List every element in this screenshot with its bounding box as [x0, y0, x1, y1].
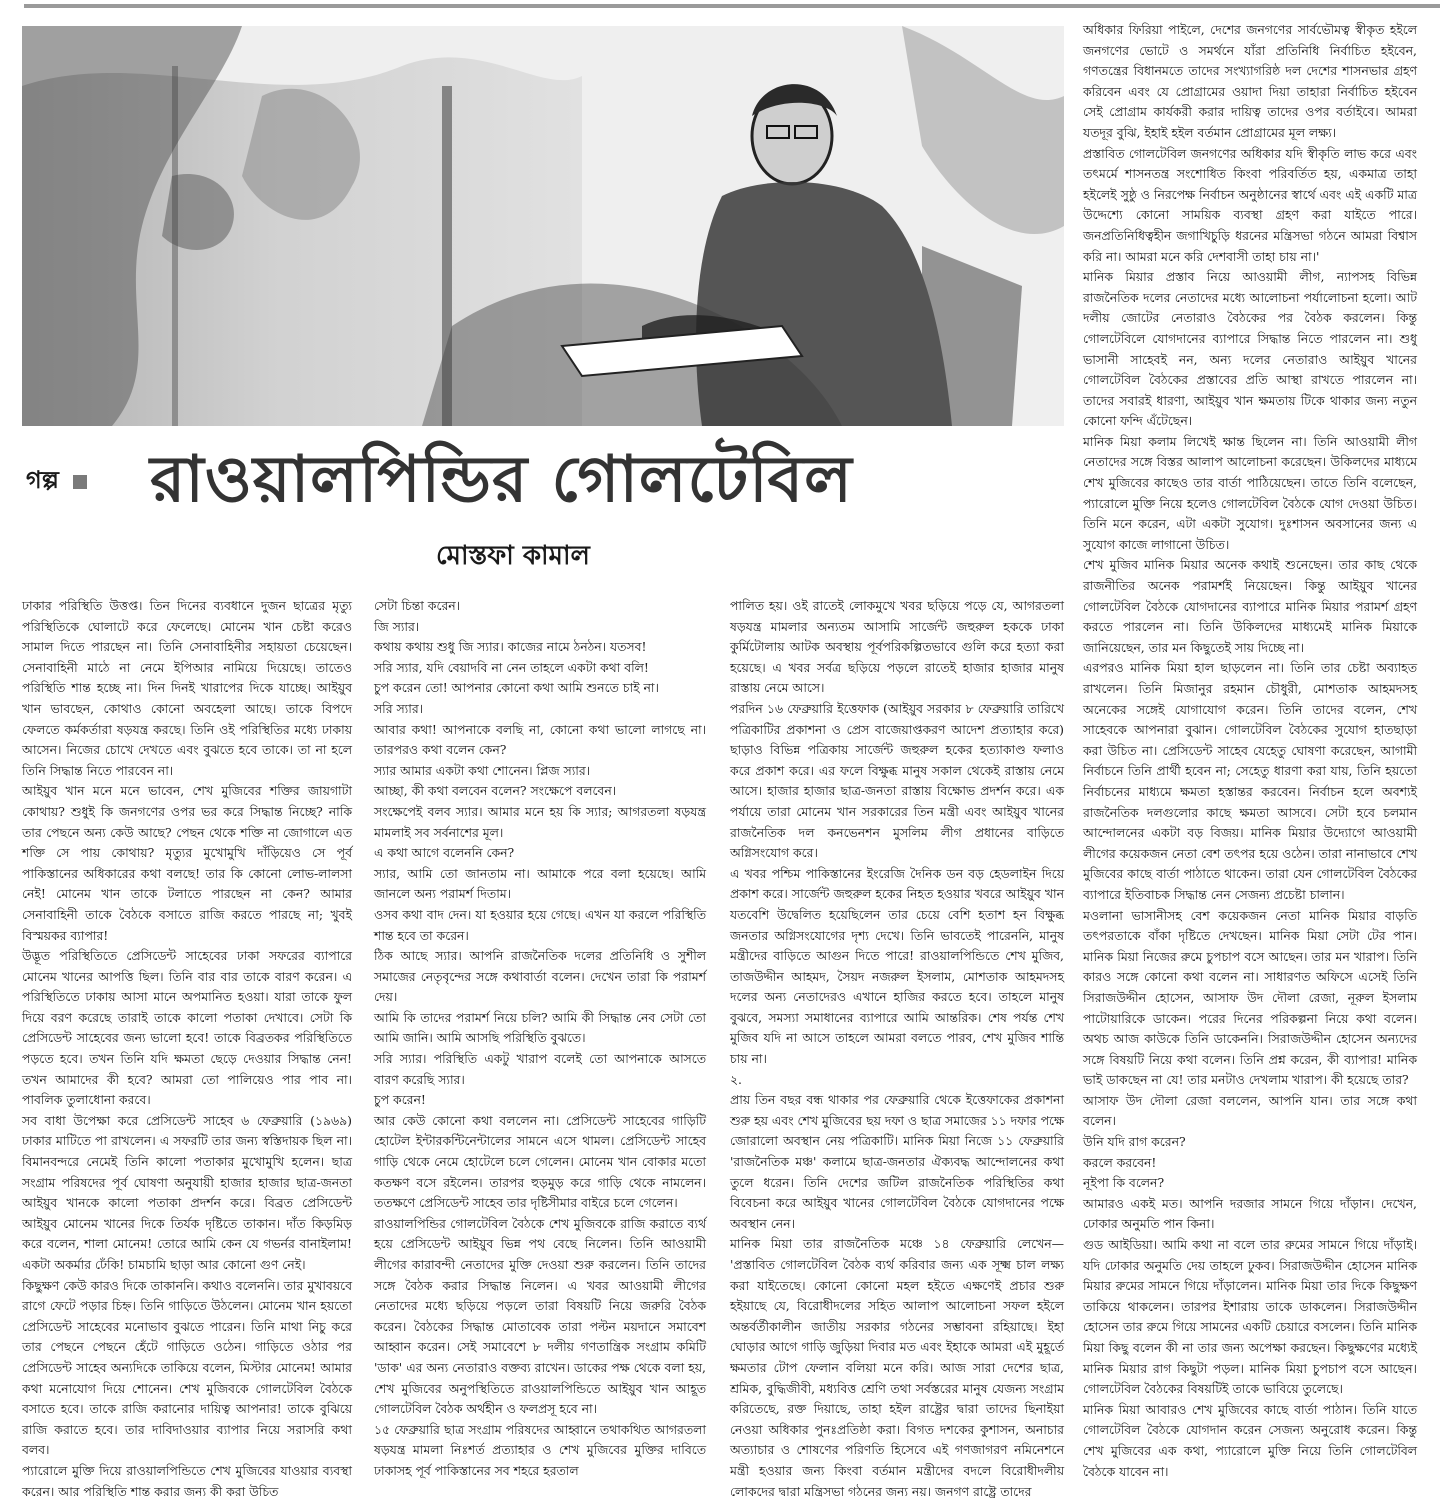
paragraph: নূইপা কি বলেন?: [1083, 1175, 1165, 1191]
article-column-2: [374, 596, 706, 1478]
paragraph: মওলানা ভাসানীসহ বেশ কয়েকজন নেতা মানিক মিয়ার বাড়তি তৎপরতাকে বাঁকা দৃষ্টিতে দেখছেন। মানিক মিয়া সেটা টের পান। মানিক মিয়া নিজের রুমে চুপচাপ বসে আছেন। তার মন খারাপ। তিনি কারও সঙ্গে কোনো কথা বলেন না। সাধারণত অফিসে এসেই তিনি সিরাজউদ্দীন হোসেন, আসাফ উদ দৌলা রেজা, নূরুল ইসলাম পাটোয়ারিকে ডাকেন। পরের দিনের পরিকল্পনা নিয়ে কথা বলেন। অথচ আজ কাউকে তিনি ডাকেননি। সিরাজউদ্দীন হোসেন অন্যদের সঙ্গে বিষয়টি নিয়ে কথা বলেন। তিনি প্রশ্ন করেন, কী ব্যাপার! মানিক ভাই ডাকছেন না যে! তার মনটাও দেখলাম খারাপ। কী হয়েছে তার?: [1083, 907, 1417, 1088]
paragraph: সব বাধা উপেক্ষা করে প্রেসিডেন্ট সাহেব ৬ ফেব্রুয়ারি (১৯৬৯) ঢাকার মাটিতে পা রাখলেন। এ সফরটি তার জন্য স্বস্তিদায়ক ছিল না। বিমানবন্দরে নেমেই তিনি কালো পতাকার মুখোমুখি হলেন। ছাত্র সংগ্রাম পরিষদের পূর্ব ঘোষণা অনুযায়ী হাজার হাজার ছাত্র-জনতা আইয়ুব খানকে কালো পতাকা প্রদর্শন করে। বিব্রত প্রেসিডেন্ট আইয়ুব মোনেম খানের দিকে তির্যক দৃষ্টিতে তাকান। দাঁত কিড়মিড় করে বলেন, শালা মোনেম! তোরে আমি কেন যে গভর্নর বানাইলাম! একটা অকর্মার ঢেঁকি! চামচামি ছাড়া আর কোনো গুণ নেই।: [22, 1112, 352, 1272]
paragraph: এরপরও মানিক মিয়া হাল ছাড়লেন না। তিনি তার চেষ্টা অব্যাহত রাখলেন। তিনি মিজানুর রহমান চৌধুরী, মোশতাক আহমদসহ অনেকের সঙ্গেই যোগাযোগ করেন। তিনি তাদের বলেন, শেখ সাহেবকে আপনারা বুঝান। গোলটেবিল বৈঠকের সুযোগ হাতছাড়া করা উচিত না। প্রেসিডেন্ট সাহেব যেহেতু ঘোষণা করেছেন, আগামী নির্বাচনে তিনি প্রার্থী হবেন না; সেহেতু ধারণা করা যায়, তিনি হয়তো নির্বাচনের মাধ্যমে ক্ষমতা হস্তান্তর করবেন। নির্বাচন হলে অবশ্যই রাজনৈতিক দলগুলোর কাছে ক্ষমতা আসবে। সেটা হবে চলমান আন্দোলনের একটা বড় বিজয়। মানিক মিয়ার উদ্যোগে আওয়ামী লীগের কয়েকজন নেতা বেশ তৎপর হয়ে ওঠেন। তারা নানাভাবে শেখ মুজিবের কাছে বার্তা পাঠাতে থাকেন। তারা যেন গোলটেবিল বৈঠকের ব্যাপারে ইতিবাচক সিদ্ধান্ত নেন সেজন্য প্রচেষ্টা চালান।: [1083, 660, 1417, 902]
paragraph: জি স্যার।: [374, 618, 420, 634]
paragraph: আমি কি তাদের পরামর্শ নিয়ে চলি? আমি কী সিদ্ধান্ত নেব সেটা তো আমি জানি। আমি আসছি পরিস্থিতি বুঝতে।: [374, 1009, 706, 1046]
paragraph: ঠিক আছে স্যার। আপনি রাজনৈতিক দলের প্রতিনিধি ও সুশীল সমাজের নেতৃবৃন্দের সঙ্গে কথাবার্তা বলেন। দেখেন তারা কি পরামর্শ দেয়।: [374, 948, 706, 1005]
paragraph: মানিক মিয়া তার রাজনৈতিক মঞ্চে ১৪ ফেব্রুয়ারি লেখেন— 'প্রস্তাবিত গোলটেবিল বৈঠক ব্যর্থ করিবার জন্য এক সূক্ষ্ম চাল লক্ষ্য করা যাইতেছে। কোনো কোনো মহল হইতে এক্ষণেই প্রচার শুরু হইয়াছে যে, বিরোধীদলের সহিত আলাপ আলোচনা সফল হইলে অন্তর্বর্তীকালীন জাতীয় সরকার গঠনের সম্ভাবনা রহিয়াছে। ইহা ঘোড়ার আগে গাড়ি জুড়িয়া দিবার মত এবং ইহাকে আমরা এই মুহূর্তে ক্ষমতার টোপ ফেলান বলিয়া মনে করি। আজ সারা দেশের ছাত্র, শ্রমিক, বুদ্ধিজীবী, মধ্যবিত্ত শ্রেণি তথা সর্বস্তরের মানুষ যেজন্য সংগ্রাম করিতেছে, রক্ত দিয়াছে, তাহা হইল রাষ্ট্রের দ্বারা তাদের ছিনাইয়া নেওয়া অধিকার পুনঃপ্রতিষ্ঠা করা। বিগত দশকের কুশাসন, অনাচার অত্যাচার ও শোষণের পরিণতি হিসেবে এই গণজাগরণ নমিনেশনে মন্ত্রী হওয়ার জন্য কিংবা বর্তমান মন্ত্রীদের বদলে বিরোধীদলীয় লোকদের দ্বারা মন্ত্রিসভা গঠনের জন্য নয়। জনগণ রাষ্ট্রে তাদের: [730, 1236, 1065, 1499]
paragraph: সংক্ষেপেই বলব স্যার। আমার মনে হয় কি স্যার; আগরতলা ষড়যন্ত্র মামলাই সব সর্বনাশের মূল।: [374, 803, 706, 840]
paragraph: সরি স্যার, যদি বেয়াদবি না নেন তাহলে একটা কথা বলি!: [374, 659, 649, 675]
paragraph: মানিক মিয়ার প্রস্তাব নিয়ে আওয়ামী লীগ, ন্যাপসহ বিভিন্ন রাজনৈতিক দলের নেতাদের মধ্যে আলোচনা পর্যালোচনা হলো। আট দলীয় জোটের নেতারাও বৈঠকের পর বৈঠক করলেন। কিন্তু গোলটেবিলে যোগদানের ব্যাপারে সিদ্ধান্ত নিতে পারলেন না। শুধু ভাসানী সাহেবই নন, অন্য দলের নেতারাও আইয়ুব খানের গোলটেবিল বৈঠকের প্রস্তাবের প্রতি আস্থা রাখতে পারলেন না। তাদের সবারই ধারণা, আইয়ুব খান ক্ষমতায় টিকে থাকার জন্য নতুন কোনো ফন্দি এঁটেছেন।: [1083, 269, 1417, 429]
paragraph: স্যার আমার একটা কথা শোনেন। প্লিজ স্যার।: [374, 762, 591, 778]
paragraph: পালিত হয়। ওই রাতেই লোকমুখে খবর ছড়িয়ে পড়ে যে, আগরতলা ষড়যন্ত্র মামলার অন্যতম আসামি সার্জেন্ট জহুরুল হককে ঢাকা কুর্মিটোলায় আটক অবস্থায় পূর্বপরিকল্পিতভাবে গুলি করে হত্যা করা হয়েছে। এ খবর সর্বত্র ছড়িয়ে পড়লে রাতেই হাজার হাজার মানুষ রাস্তায় নেমে আসে।: [730, 598, 1064, 696]
paragraph: আসাফ উদ দৌলা রেজা বললেন, আপনি যান। তার সঙ্গে কথা বলেন।: [1083, 1092, 1417, 1129]
paragraph: চুপ করেন তো! আপনার কোনো কথা আমি শুনতে চাই না।: [374, 680, 659, 696]
paragraph: অধিকার ফিরিয়া পাইলে, দেশের জনগণের সার্বভৌমত্ব স্বীকৃত হইলে জনগণের ভোটে ও সমর্থনে যাঁরা প্রতিনিধি নির্বাচিত হইবেন, গণতন্ত্রের বিধানমতে তাদের সংখ্যাগরিষ্ঠ দল দেশের শাসনভার গ্রহণ করিবেন এবং যে প্রোগ্রামের ওয়াদা দিয়া তাহারা নির্বাচিত হইবেন সেই প্রোগ্রাম কার্যকরী করার দায়িত্ব তাদের ওপর বর্তাইবে। আমরা যতদূর বুঝি, ইহাই হইল বর্তমান প্রোগ্রামের মূল লক্ষ্য।: [1083, 22, 1417, 140]
paragraph: উদ্ভূত পরিস্থিতিতে প্রেসিডেন্ট সাহেবের ঢাকা সফরের ব্যাপারে মোনেম খানের আপত্তি ছিল। তিনি বার বার তাকে বারণ করেন। এ পরিস্থিতিতে ঢাকায় আসা মানে অপমানিত হওয়া। যারা তাকে ফুল দিয়ে বরণ করেছে তারাই তাকে কালো পতাকা দেখাবে। সেটা কি প্রেসিডেন্ট সাহেবের জন্য ভালো হবে! তাকে বিব্রতকর পরিস্থিতিতে পড়তে হবে। তখন তিনি যদি ক্ষমতা ছেড়ে দেওয়ার সিদ্ধান্ত নেন! তখন আমাদের কী হবে? আমরা তো পালিয়েও পার পাব না। পাবলিক তুলাধোনা করবে।: [22, 948, 352, 1108]
section-number: ২.: [730, 1071, 742, 1087]
paragraph: আমারও একই মত। আপনি দরজার সামনে গিয়ে দাঁড়ান। দেখেন, ঢোকার অনুমতি পান কিনা।: [1083, 1195, 1417, 1232]
paragraph: স্যার, আমি তো জানতাম না। আমাকে পরে বলা হয়েছে। আমি জানলে অন্য পরামর্শ দিতাম।: [374, 865, 706, 902]
section-label-text: গল্প: [26, 465, 59, 494]
paragraph: এ কথা আগে বলেননি কেন?: [374, 845, 515, 861]
top-rule: [24, 4, 1440, 8]
paragraph: সরি স্যার।: [374, 700, 424, 716]
paragraph: গুড আইডিয়া। আমি কথা না বলে তার রুমের সামনে গিয়ে দাঁড়াই। যদি ঢোকার অনুমতি দেয় তাহলে ঢুকব। সিরাজউদ্দীন হোসেন মানিক মিয়ার রুমের সামনে গিয়ে দাঁড়ালেন। মানিক মিয়া তার দিকে কিছুক্ষণ তাকিয়ে থাকলেন। তারপর ইশারায় তাকে ডাকলেন। সিরাজউদ্দীন হোসেন তার রুমে গিয়ে সামনের একটি চেয়ারে বসলেন। তিনি মানিক মিয়া কিছু বলেন কী না তার জন্য অপেক্ষা করছেন। কিছুক্ষণের মধ্যেই মানিক মিয়ার রাগ কিছুটা পড়ল। মানিক মিয়া চুপচাপ বসে আছেন। গোলটেবিল বৈঠকের বিষয়টিই তাকে ভাবিয়ে তুলেছে।: [1083, 1237, 1417, 1397]
paragraph: মানিক মিয়া কলাম লিখেই ক্ষান্ত ছিলেন না। তিনি আওয়ামী লীগ নেতাদের সঙ্গে বিস্তর আলাপ আলোচনা করেছেন। উকিলদের মাধ্যমে শেখ মুজিবের কাছেও তার বার্তা পাঠিয়েছেন। তাতে তিনি বলেছেন, প্যারোলে মুক্তি নিয়ে হলেও গোলটেবিল বৈঠকে যোগ দেওয়া উচিত। তিনি মনে করেন, এটা একটা সুযোগ। দুঃশাসন অবসানের জন্য এ সুযোগ কাজে লাগানো উচিত।: [1083, 433, 1417, 552]
paragraph: সরি স্যার। পরিস্থিতি একটু খারাপ বলেই তো আপনাকে আসতে বারণ করেছি স্যার।: [374, 1051, 706, 1087]
story-illustration: [22, 26, 1064, 426]
paragraph: মানিক মিয়া আবারও শেখ মুজিবের কাছে বার্তা পাঠান। তিনি যাতে গোলটেবিল বৈঠকে যোগদান করেন সেজন্য অনুরোধ করেন। কিন্তু শেখ মুজিবের এক কথা, প্যারোলে মুক্তি নিয়ে তিনি গোলটেবিল বৈঠকে যাবেন না।: [1083, 1401, 1417, 1479]
paragraph: আর কেউ কোনো কথা বললেন না। প্রেসিডেন্ট সাহেবের গাড়িটি হোটেল ইন্টারকন্টিনেন্টালের সামনে এসে থামল। প্রেসিডেন্ট সাহেব গাড়ি থেকে নেমে হোটেলে চলে গেলেন। মোনেম খান বোকার মতো কতক্ষণ বসে রইলেন। তারপর হুড়মুড় করে গাড়ি থেকে নামলেন। ততক্ষণে প্রেসিডেন্ট সাহেব তার দৃষ্টিসীমার বাইরে চলে গেলেন।: [374, 1112, 706, 1211]
paragraph: কথায় কথায় শুধু জি স্যার। কাজের নামে ঠনঠন। যতসব!: [374, 639, 647, 655]
paragraph: এ খবর পশ্চিম পাকিস্তানের ইংরেজি দৈনিক ডন বড় হেডলাইন দিয়ে প্রকাশ করে। সার্জেন্ট জহুরুল হকের নিহত হওয়ার খবরে আইয়ুব খান যতবেশি উদ্বেলিত হয়েছিলেন তার চেয়ে বেশি হতাশ হন বিক্ষুব্ধ জনতার অগ্নিসংযোগের দৃশ্য দেখে। তিনি ভাবতেই পারেননি, মানুষ মন্ত্রীদের বাড়িতে আগুন দিতে পারে! রাওয়ালপিন্ডিতে শেখ মুজিব, তাজউদ্দীন আহমদ, সৈয়দ নজরুল ইসলাম, মোশতাক আহমদসহ দলের অন্য নেতাদেরও এখানে হাজির করতে হবে। তাহলে মানুষ বুঝবে, সমস্যা সমাধানের ব্যাপারে আমি আন্তরিক। শেষ পর্যন্ত শেখ মুজিব যদি না আসে তাহলে আমরা বলতে পারব, শেখ মুজিব শান্তি চায় না।: [730, 865, 1064, 1067]
story-headline: রাওয়ালপিন্ডির গোলটেবিল: [150, 443, 853, 517]
article-column-3: [730, 596, 1065, 1499]
author-byline: মোস্তফা কামাল: [436, 541, 590, 571]
paragraph: সেটা চিন্তা করেন।: [374, 598, 461, 613]
paragraph: প্যারোলে মুক্তি দিয়ে রাওয়ালপিন্ডিতে শেখ মুজিবের যাওয়ার ব্যবস্থা করেন। আর পরিস্থিতি শান্ত করার জন্য কী করা উচিত: [22, 1462, 352, 1499]
paragraph: পরদিন ১৬ ফেব্রুয়ারি ইত্তেফাক (আইয়ুব সরকার ৮ ফেব্রুয়ারি তারিখে পত্রিকাটির প্রকাশনা ও প্রেস বাজেয়াপ্তকরণ আদেশ প্রত্যাহার করে) ছাড়াও বিভিন্ন পত্রিকায় সার্জেন্ট জহুরুল হকের হত্যাকাণ্ড ফলাও করে প্রকাশ করে। এর ফলে বিক্ষুব্ধ মানুষ সকাল থেকেই রাস্তায় নেমে আসে। হাজার হাজার ছাত্র-জনতা রাস্তায় বিক্ষোভ প্রদর্শন করে। এক পর্যায়ে তারা মোনেম খান সরকারের তিন মন্ত্রী এবং আইয়ুব খানের রাজনৈতিক দল কনভেনশন মুসলিম লীগ প্রধানের বাড়িতে অগ্নিসংযোগ করে।: [730, 700, 1064, 861]
paragraph: ঢাকার পরিস্থিতি উত্তপ্ত। তিন দিনের ব্যবধানে দুজন ছাত্রের মৃত্যু পরিস্থিতিকে ঘোলাটে করে ফেলেছে। মোনেম খান চেষ্টা করেও সামাল দিতে পারছেন না। তিনি সেনাবাহিনীর সহায়তা চেয়েছেন। সেনাবাহিনী মাঠে না নেমে ইপিআর নামিয়ে দিয়েছে। তাতেও পরিস্থিতি শান্ত হচ্ছে না। দিন দিনই খারাপের দিকে যাচ্ছে। আইয়ুব খান ভাবছেন, কোথাও কোনো অবহেলা আছে। তাকে বিপদে ফেলতে কর্মকর্তারা ষড়যন্ত্র করছে। তিনি ওই পরিস্থিতির মধ্যে ঢাকায় আসেন। নিজের চোখে দেখতে এবং বুঝতে হবে তাকে। তা না হলে তিনি সিদ্ধান্ত নিতে পারবেন না।: [22, 598, 352, 778]
paragraph: শেখ মুজিব মানিক মিয়ার অনেক কথাই শুনেছেন। তার কাছ থেকে রাজনীতির অনেক পরামর্শই নিয়েছেন। কিন্তু আইয়ুব খানের গোলটেবিল বৈঠকে যোগদানের ব্যাপারে মানিক মিয়ার পরামর্শ গ্রহণ করতে পারলেন না। তিনি উকিলদের মাধ্যমেই মানিক মিয়াকে জানিয়েছেন, তার মন কিছুতেই সায় দিচ্ছে না।: [1083, 557, 1417, 655]
watercolor-sketch-image: [22, 26, 1064, 426]
paragraph: আইয়ুব খান মনে মনে ভাবেন, শেখ মুজিবের শক্তির জায়গাটা কোথায়? শুধুই কি জনগণের ওপর ভর করে সিদ্ধান্ত নিচ্ছে? নাকি তার পেছনে অন্য কেউ আছে? পেছন থেকে শক্তি না জোগালে এত শক্তি সে পায় কোথায়? মৃত্যুর মুখোমুখি দাঁড়িয়েও সে পূর্ব পাকিস্তানের অধিকারের কথা বলছে! তার কি কোনো লোভ-লালসা নেই! মোনেম খান তাকে টলাতে পারছেন না কেন? আমার সেনাবাহিনী তাকে বৈঠকে বসাতে রাজি করতে পারছে না; খুবই বিস্ময়কর ব্যাপার!: [22, 783, 352, 943]
paragraph: কিছুক্ষণ কেউ কারও দিকে তাকাননি। কথাও বলেননি। তার মুখাবয়বে রাগে ফেটে পড়ার চিহ্ন। তিনি গাড়িতে উঠলেন। মোনেম খান হয়তো প্রেসিডেন্ট সাহেবের মনোভাব বুঝতে পারেন। তিনি মাথা নিচু করে তার পেছনে পেছনে হেঁটে গাড়িতে ওঠেন। গাড়িতে ওঠার পর প্রেসিডেন্ট সাহেব অন্যদিকে তাকিয়ে বলেন, মিস্টার মোনেম! আমার কথা মনোযোগ দিয়ে শোনেন। শেখ মুজিবকে গোলটেবিল বৈঠকে বসাতে হবে। তাকে রাজি করানোর দায়িত্ব আপনার! তাকে বুঝিয়ে রাজি করাতে হবে। তার দাবিদাওয়ার ব্যাপার নিয়ে সরাসরি কথা বলব।: [22, 1277, 352, 1458]
paragraph: রাওয়ালপিন্ডির গোলটেবিল বৈঠকে শেখ মুজিবকে রাজি করাতে ব্যর্থ হয়ে প্রেসিডেন্ট আইয়ুব ভিন্ন পথ বেছে নিলেন। তিনি আওয়ামী লীগের কারাবন্দী নেতাদের মুক্তি দেওয়া শুরু করলেন। তিনি তাদের সঙ্গে বৈঠক করার সিদ্ধান্ত নিলেন। এ খবর আওয়ামী লীগের নেতাদের মধ্যে ছড়িয়ে পড়লে তারা বিষয়টি নিয়ে জরুরি বৈঠক করেন। বৈঠকের সিদ্ধান্ত মোতাবেক তারা পল্টন ময়দানে সমাবেশ আহ্বান করেন। সেই সমাবেশে ৮ দলীয় গণতান্ত্রিক সংগ্রাম কমিটি 'ডাক' এর অন্য নেতারাও বক্তব্য রাখেন। ডাকের পক্ষ থেকে বলা হয়, শেখ মুজিবের অনুপস্থিতিতে রাওয়ালপিন্ডিতে আইয়ুব খান আহূত গোলটেবিল বৈঠক অর্থহীন ও ফলপ্রসূ হবে না।: [374, 1215, 706, 1417]
section-label-square-icon: [73, 475, 87, 489]
paragraph: করলে করবেন!: [1083, 1154, 1157, 1170]
paragraph: চুপ করেন!: [374, 1092, 426, 1108]
paragraph: আচ্ছা, কী কথা বলবেন বলেন? সংক্ষেপে বলবেন।: [374, 783, 617, 799]
paragraph: আবার কথা! আপনাকে বলছি না, কোনো কথা ভালো লাগছে না। তারপরও কথা বলেন কেন?: [374, 721, 706, 758]
paragraph: উনি যদি রাগ করেন?: [1083, 1134, 1186, 1150]
section-label: [26, 462, 87, 502]
paragraph: ১৫ ফেব্রুয়ারি ছাত্র সংগ্রাম পরিষদের আহ্বানে তথাকথিত আগরতলা ষড়যন্ত্র মামলা নিঃশর্ত প্রত্যাহার ও শেখ মুজিবের মুক্তির দাবিতে ঢাকাসহ পূর্ব পাকিস্তানের সব শহরে হরতাল: [374, 1421, 706, 1478]
paragraph: প্রায় তিন বছর বন্ধ থাকার পর ফেব্রুয়ারি থেকে ইত্তেফাকের প্রকাশনা শুরু হয় এবং শেখ মুজিবের ছয় দফা ও ছাত্র সমাজের ১১ দফার পক্ষে জোরালো অবস্থান নেয় পত্রিকাটি। মানিক মিয়া নিজে ১১ ফেব্রুয়ারি 'রাজনৈতিক মঞ্চ' কলামে ছাত্র-জনতার ঐক্যবদ্ধ আন্দোলনের কথা তুলে ধরেন। তিনি দেশের জটিল রাজনৈতিক পরিস্থিতির কথা বিবেচনা করে আইয়ুব খানের গোলটেবিল বৈঠকে যোগদানের পক্ষে অবস্থান নেন।: [730, 1092, 1064, 1231]
article-column-1: [22, 596, 352, 1499]
paragraph: ওসব কথা বাদ দেন। যা হওয়ার হয়ে গেছে। এখন যা করলে পরিস্থিতি শান্ত হবে তা করেন।: [374, 906, 706, 943]
article-column-4: [1083, 20, 1417, 1479]
paragraph: প্রস্তাবিত গোলটেবিল জনগণের অধিকার যদি স্বীকৃতি লাভ করে এবং তৎমর্মে শাসনতন্ত্র সংশোধিত কিংবা পরিবর্তিত হয়, একমাত্র তাহা হইলেই সুষ্ঠু ও নিরপেক্ষ নির্বাচন অনুষ্ঠানের স্বার্থে এবং এই একটি মাত্র উদ্দেশ্যে কোনো সাময়িক ব্যবস্থা গ্রহণ করা যাইতে পারে। জনপ্রতিনিধিত্বহীন জগাখিচুড়ি ধরনের মন্ত্রিসভা গঠনে আমরা বিশ্বাস করি না। আমরা মনে করি দেশবাসী তাহা চায় না।': [1083, 145, 1417, 264]
